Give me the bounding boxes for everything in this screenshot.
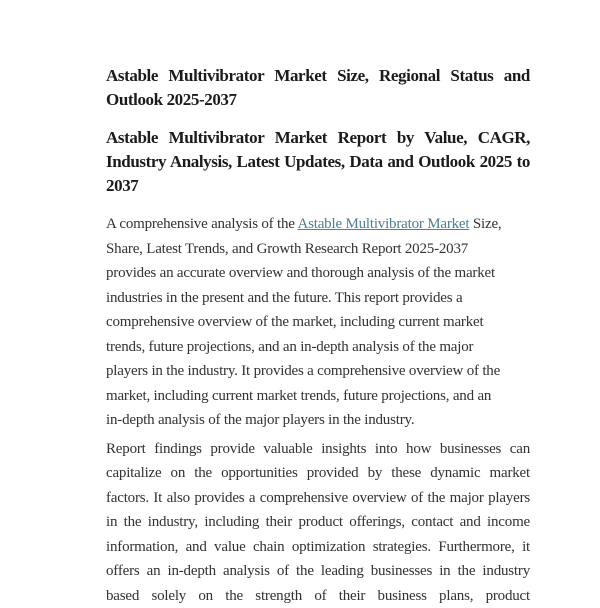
paragraph-line: comprehensive overview of the market, including current market (106, 310, 530, 335)
report-subtitle-line: Industry Analysis, Latest Updates, Data and Outlook 2025 to (106, 150, 530, 174)
paragraph-line: based solely on the strength of their business plans, product (106, 584, 530, 608)
paragraph-line: factors. It also provides a comprehensive overview of the major players (106, 486, 530, 511)
page-title (106, 64, 530, 112)
paragraph-line: in-depth analysis of the major players in the industry. (106, 408, 530, 433)
intro-text-pre: A comprehensive analysis of the (106, 216, 297, 232)
paragraph-line: players in the industry. It provides a comprehensive overview of the (106, 359, 530, 384)
paragraph-line: Share, Latest Trends, and Growth Research Report 2025-2037 (106, 237, 530, 262)
findings-paragraph (106, 437, 530, 608)
intro-text-post: Size, (469, 216, 501, 232)
report-subtitle-line: 2037 (106, 174, 530, 198)
document-content (106, 64, 530, 608)
paragraph-line: industries in the present and the future. This report provides a (106, 286, 530, 311)
paragraph-line: Report findings provide valuable insights into how businesses can (106, 437, 530, 462)
paragraph-line: capitalize on the opportunities provided by these dynamic market (106, 461, 530, 486)
astable-multivibrator-market-link[interactable]: Astable Multivibrator Market (297, 216, 469, 232)
report-subtitle (106, 126, 530, 198)
paragraph-line: information, and value chain optimization strategies. Furthermore, it (106, 535, 530, 560)
paragraph-line: offers an in-depth analysis of the leading businesses in the industry (106, 559, 530, 584)
report-subtitle-line: Astable Multivibrator Market Report by Value, CAGR, (106, 126, 530, 150)
page-title-line: Outlook 2025-2037 (106, 88, 530, 112)
paragraph-line: in the industry, including their product offerings, contact and income (106, 510, 530, 535)
paragraph-line: market, including current market trends, future projections, and an (106, 384, 530, 409)
page-title-line: Astable Multivibrator Market Size, Regional Status and (106, 64, 530, 88)
intro-paragraph (106, 212, 530, 433)
paragraph-line: provides an accurate overview and thorough analysis of the market (106, 261, 530, 286)
paragraph-line (106, 212, 530, 237)
paragraph-line: trends, future projections, and an in-depth analysis of the major (106, 335, 530, 360)
